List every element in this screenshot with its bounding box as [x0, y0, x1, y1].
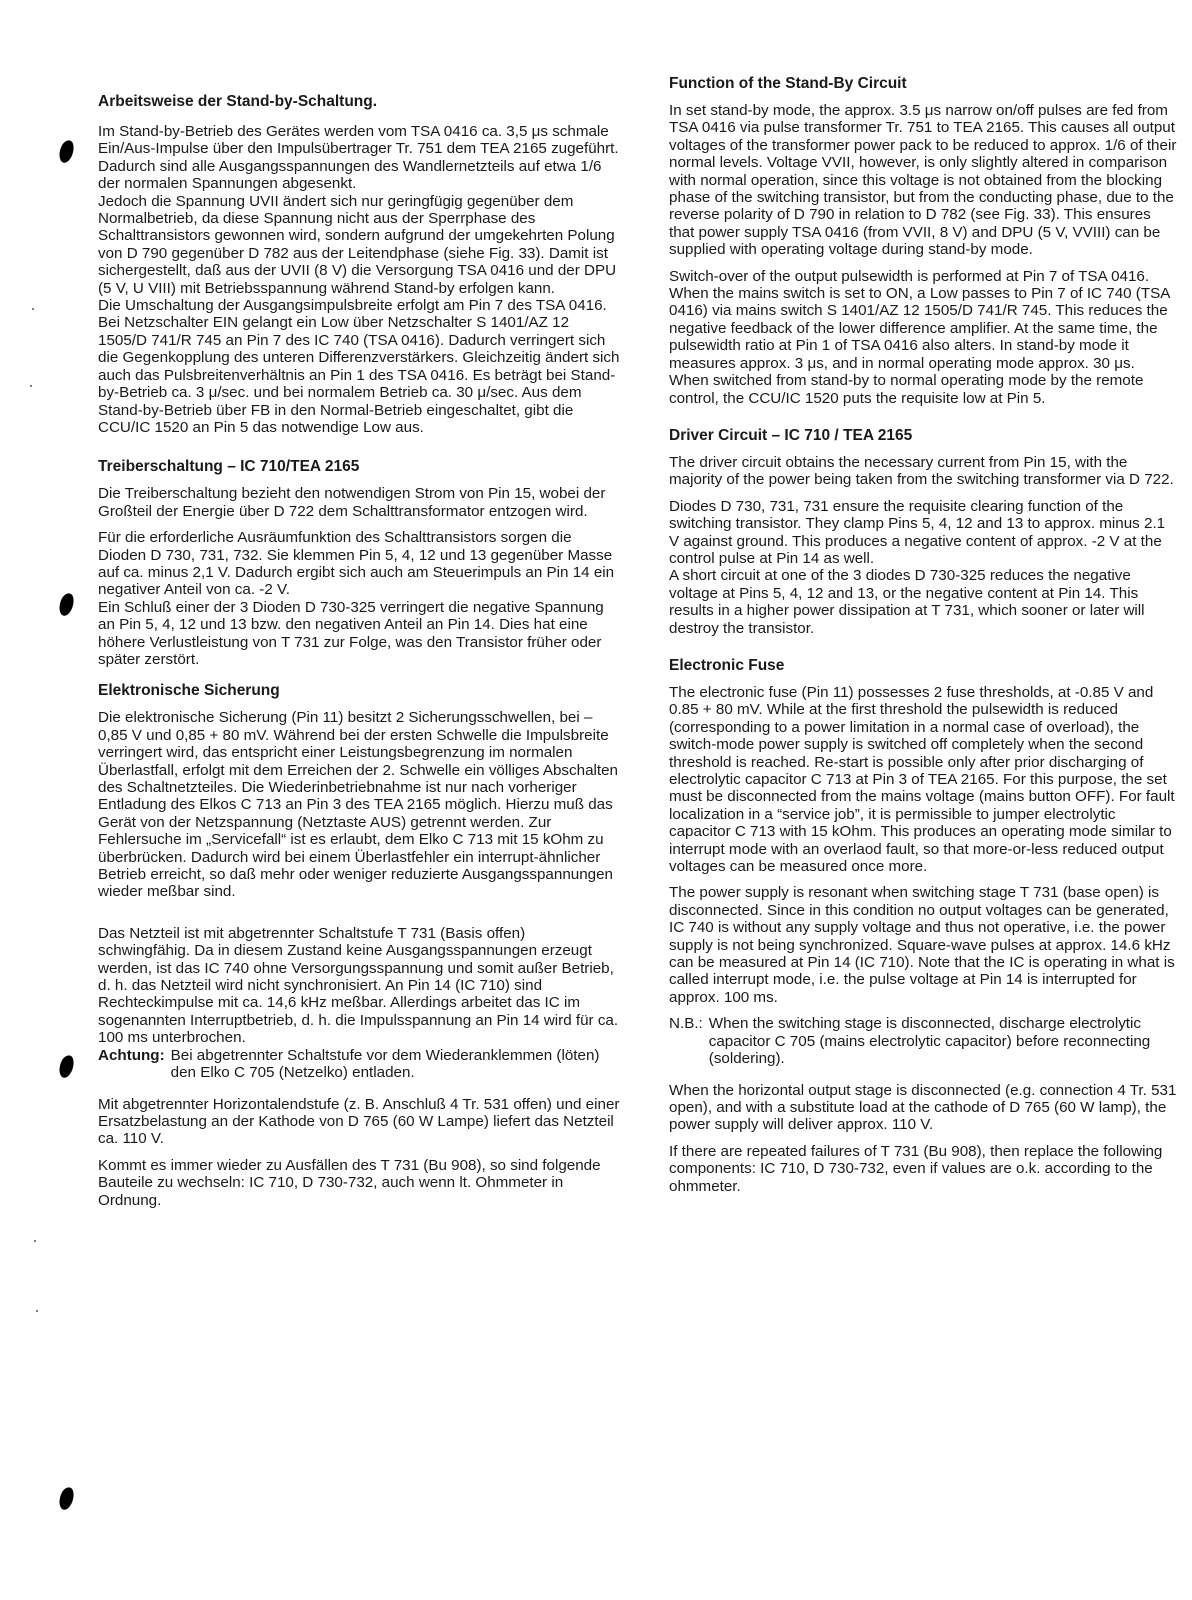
heading-fuse-en: Electronic Fuse — [669, 656, 785, 674]
note-label: Achtung: — [98, 1046, 165, 1064]
margin-mark — [57, 139, 75, 164]
margin-mark — [57, 1054, 75, 1079]
margin-mark — [57, 592, 75, 617]
heading-standby-de: Arbeitsweise der Stand-by-Schaltung. — [98, 93, 378, 110]
scan-speck — [36, 1310, 38, 1312]
note-text: Bei abgetrennter Schaltstufe vor dem Wiederanklemmen (löten) den Elko C 705 (Netzelko) entladen. — [170, 1046, 600, 1082]
heading-driver-de: Treiberschaltung – IC 710/TEA 2165 — [98, 458, 360, 476]
warning-note — [98, 1047, 620, 1082]
paragraph: The power supply is resonant when switching stage T 731 (base open) is disconnected. Since in this condition no output voltages can be generated, IC 740 is without any supply voltage and thus not operative, i.e. the power supply is not being synchronized. Square-wave pulses at approx. 14.6 kHz can be measured at Pin 14 (IC 710). Note that the IC is operating in what is called interrupt mode, i.e. the pulse voltage at Pin 14 is interrupted for approx. 100 ms. — [669, 884, 1175, 1006]
scan-speck — [32, 308, 34, 310]
note-text: When the switching stage is disconnected, discharge electrolytic capacitor C 705 (mains electrolytic capacitor) before reconnecting (soldering). — [708, 1015, 1151, 1068]
paragraph: Die Treiberschaltung bezieht den notwendigen Strom von Pin 15, wobei der Großteil der Energie über D 722 dem Schalttransformator entzogen wird. — [98, 485, 606, 520]
german-column — [98, 0, 620, 1218]
paragraph: Ein Schluß einer der 3 Dioden D 730-325 verringert die negative Spannung an Pin 5, 4, 12 und 13 bzw. den negativen Anteil an Pin 14. Dies hat eine höhere Verlustleistung von T 731 zur Folge, was den Transistor früher oder später zerstört. — [98, 598, 604, 668]
note-label: N.B.: — [669, 1015, 703, 1033]
margin-mark — [57, 1486, 75, 1511]
paragraph: Die elektronische Sicherung (Pin 11) besitzt 2 Sicherungsschwellen, bei – 0,85 V und 0,85 + 80 mV. Während bei der ersten Schwelle die Impulsbreite verringert wird, das entspricht einer Leistungsbegrenzung im normalen Überlastfall, erfolgt mit dem Erreichen der 2. Schwelle ein völliges Abschalten des Schaltnetzteiles. Die Wiederinbetriebnahme ist nur nach vorheriger Entladung des Elkos C 713 an Pin 3 des TEA 2165 möglich. Hierzu muß das Gerät von der Netzspannung (Netztaste AUS) getrennt werden. Zur Fehlersuche im „Servicefall“ ist es erlaubt, dem Elko C 713 mit 15 kOhm zu überbrücken. Dadurch wird bei einem Überlastfehler ein interrupt-ähnlicher Betrieb erreicht, so daß mehr oder weniger reduzierte Ausgangsspannungen wieder meßbar sind. — [98, 709, 619, 901]
paragraph: In set stand-by mode, the approx. 3.5 μs narrow on/off pulses are fed from TSA 0416 via pulse transformer Tr. 751 to TEA 2165. This causes all output voltages of the transformer power pack to be reduced to approx. 1/6 of their normal levels. Voltage VVII, however, is only slightly altered in comparison with normal operation, since this voltage is not obtained from the blocking phase of the switching transistor, but from the conducting phase, due to the reverse polarity of D 790 in relation to D 782 (see Fig. 33). This ensures that power supply TSA 0416 (from VVII, 8 V) and DPU (5 V, VVIII) can be supplied with operating voltage during stand-by mode. — [669, 102, 1177, 259]
paragraph: Die Umschaltung der Ausgangsimpulsbreite erfolgt am Pin 7 des TSA 0416. Bei Netzschalter EIN gelangt ein Low über Netzschalter S 1401/AZ 12 1505/D 741/R 745 an Pin 7 des IC 740 (TSA 0416). Dadurch verringert sich die Gegenkopplung des unteren Differenzverstärkers. Gleichzeitig ändert sich auch das Pulsbreitenverhältnis an Pin 1 des TSA 0416. Es beträgt bei Stand-by-Betrieb ca. 3 μ/sec. und bei normalem Betrieb ca. 30 μ/sec. Aus dem Stand-by-Betrieb über FB in den Normal-Betrieb eingeschaltet, gibt die CCU/IC 1520 an Pin 5 das notwendige Low aus. — [98, 297, 620, 436]
scan-speck — [34, 1240, 36, 1242]
heading-standby-en: Function of the Stand-By Circuit — [669, 75, 907, 92]
paragraph: When the horizontal output stage is disconnected (e.g. connection 4 Tr. 531 open), and with a substitute load at the cathode of D 765 (60 W lamp), the power supply will deliver approx. 110 V. — [669, 1081, 1177, 1134]
paragraph: Jedoch die Spannung UVII ändert sich nur geringfügig gegenüber dem Normalbetrieb, da diese Spannung nicht aus der Sperrphase des Schalttransistors gewonnen wird, sondern aufgrund der umgekehrten Polung von D 790 gegenüber D 782 aus der Leitendphase (siehe Fig. 33). Damit ist sichergestellt, daß aus der UVII (8 V) die Versorgung TSA 0416 und der DPU (5 V, U VIII) mit Betriebsspannung während Stand-by erfolgen kann. — [98, 192, 617, 297]
paragraph: If there are repeated failures of T 731 (Bu 908), then replace the following components: IC 710, D 730-732, even if values are o.k. according to the ohmmeter. — [669, 1142, 1163, 1195]
paragraph: Für die erforderliche Ausräumfunktion des Schalttransistors sorgen die Dioden D 730, 731, 732. Sie klemmen Pin 5, 4, 12 und 13 gegenüber Masse auf ca. minus 2,1 V. Dadurch ergibt sich auch am Steuerimpuls an Pin 14 ein negativer Anteil von ca. -2 V. — [98, 529, 615, 599]
paragraph: Kommt es immer wieder zu Ausfällen des T 731 (Bu 908), so sind folgende Bauteile zu wechseln: IC 710, D 730-732, auch wenn lt. Ohmmeter in Ordnung. — [98, 1156, 601, 1209]
paragraph: Im Stand-by-Betrieb des Gerätes werden vom TSA 0416 ca. 3,5 μs schmale Ein/Aus-Impulse über den Impulsübertrager Tr. 751 dem TEA 2165 zugeführt. Dadurch sind alle Ausgangsspannungen des Wandlernetzteils auf etwa 1/6 der normalen Spannungen abgesenkt. — [98, 123, 619, 193]
warning-note — [669, 1015, 1177, 1067]
paragraph: Das Netzteil ist mit abgetrennter Schaltstufe T 731 (Basis offen) schwingfähig. Da in diesem Zustand keine Ausgangsspannungen erzeugt werden, ist das IC 740 ohne Versorgungsspannung und somit außer Betrieb, d. h. das Netzteil wird nicht synchronisiert. An Pin 14 (IC 710) sind Rechteckimpulse mit ca. 14,6 kHz meßbar. Allerdings arbeitet das IC im sogenannten Interruptbetrieb, d. h. die Impulsspannung an Pin 14 wird für ca. 100 ms unterbrochen. — [98, 924, 619, 1047]
paragraph: The electronic fuse (Pin 11) possesses 2 fuse thresholds, at -0.85 V and 0.85 + 80 mV. While at the first threshold the pulsewidth is reduced (corresponding to a power limitation in a normal case of overload), the switch-mode power supply is switched off completely when the second threshold is reached. Re-start is possible only after prior discharging of electrolytic capacitor C 713 at Pin 3 of TEA 2165. For this purpose, the set must be disconnected from the mains voltage (mains button OFF). For fault localization in a “service job”, it is permissible to jumper electrolytic capacitor C 713 with 15 kOhm. This produces an operating mode similar to interrupt mode with an overlaod fault, so that more-or-less reduced output voltages can be measured once more. — [669, 683, 1175, 876]
english-column — [669, 0, 1177, 1204]
heading-fuse-de: Elektronische Sicherung — [98, 682, 280, 700]
heading-driver-en: Driver Circuit – IC 710 / TEA 2165 — [669, 426, 913, 444]
paragraph: Switch-over of the output pulsewidth is performed at Pin 7 of TSA 0416. When the mains switch is set to ON, a Low passes to Pin 7 of IC 740 (TSA 0416) via mains switch S 1401/AZ 12 1505/D 741/R 745. This reduces the negative feedback of the lower difference amplifier. At the same time, the pulsewidth ratio at Pin 1 of TSA 0416 also alters. In stand-by mode it measures approx. 3 μs, and in normal operating mode approx. 30 μs. When switched from stand-by to normal operating mode by the remote control, the CCU/IC 1520 puts the requisite low at Pin 5. — [669, 267, 1170, 407]
scan-speck — [30, 385, 32, 387]
paragraph: Diodes D 730, 731, 731 ensure the requisite clearing function of the switching transistor. They clamp Pins 5, 4, 12 and 13 to approx. minus 2.1 V against ground. This produces a negative content of approx. -2 V at the control pulse at Pin 14 as well. — [669, 497, 1166, 567]
paragraph: Mit abgetrennter Horizontalendstufe (z. B. Anschluß 4 Tr. 531 offen) und einer Ersatzbelastung an der Kathode von D 765 (60 W Lampe) liefert das Netzteil ca. 110 V. — [98, 1095, 620, 1148]
paragraph: The driver circuit obtains the necessary current from Pin 15, with the majority of the power being taken from the switching transformer via D 722. — [669, 453, 1174, 489]
paragraph: A short circuit at one of the 3 diodes D 730-325 reduces the negative voltage at Pins 5, 4, 12 and 13, or the negative content at Pin 14. This results in a higher power dissipation at T 731, which sooner or later will destroy the transistor. — [669, 567, 1145, 637]
